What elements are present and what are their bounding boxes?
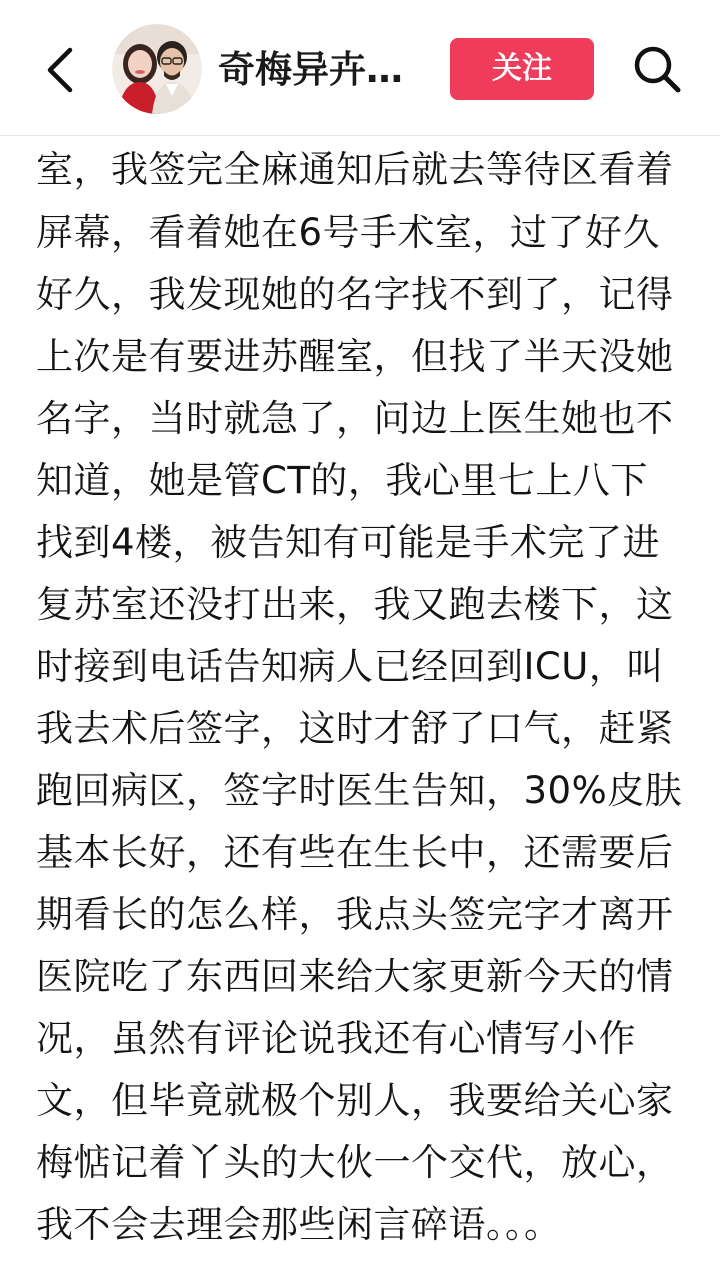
article-line: 上次是有要进苏醒室，但找了半天没她 [36, 335, 674, 378]
article-line: 梅惦记着丫头的大伙一个交代，放心， [36, 1141, 674, 1184]
article-line: 我去术后签字，这时才舒了口气，赶紧 [36, 707, 674, 750]
article-line: 时接到电话告知病人已经回到ICU，叫 [36, 645, 664, 688]
top-bar [0, 0, 720, 136]
article-line: 室，我签完全麻通知后就去等待区看着 [36, 148, 674, 191]
article-line: 基本长好，还有些在生长中，还需要后 [36, 831, 674, 874]
back-button[interactable] [30, 38, 90, 102]
article-line: 找到4楼，被告知有可能是手术完了进 [36, 521, 661, 564]
author-avatar[interactable] [112, 24, 202, 114]
author-name[interactable]: 奇梅异卉… [218, 48, 403, 91]
article-body [36, 138, 702, 1256]
follow-button[interactable]: 关注 [450, 38, 594, 100]
article-line: 况，虽然有评论说我还有心情写小作 [36, 1017, 636, 1060]
article-line: 复苏室还没打出来，我又跑去楼下，这 [36, 583, 674, 626]
article-line: 我不会去理会那些闲言碎语。。。 [36, 1203, 562, 1246]
article-line: 期看长的怎么样，我点头签完字才离开 [36, 893, 674, 936]
article-line: 文，但毕竟就极个别人，我要给关心家 [36, 1079, 674, 1122]
article-line: 名字，当时就急了，问边上医生她也不 [36, 397, 674, 440]
article-line: 跑回病区，签字时医生告知，30%皮肤 [36, 769, 683, 812]
back-arrow-icon [44, 46, 76, 94]
avatar-image [112, 24, 202, 114]
search-icon [632, 44, 682, 94]
search-button[interactable] [624, 36, 690, 102]
article-line: 医院吃了东西回来给大家更新今天的情 [36, 955, 674, 998]
article-line: 知道，她是管CT的，我心里七上八下 [36, 459, 648, 502]
article-line: 好久，我发现她的名字找不到了，记得 [36, 273, 674, 316]
article-line: 屏幕，看着她在6号手术室，过了好久 [36, 211, 661, 254]
